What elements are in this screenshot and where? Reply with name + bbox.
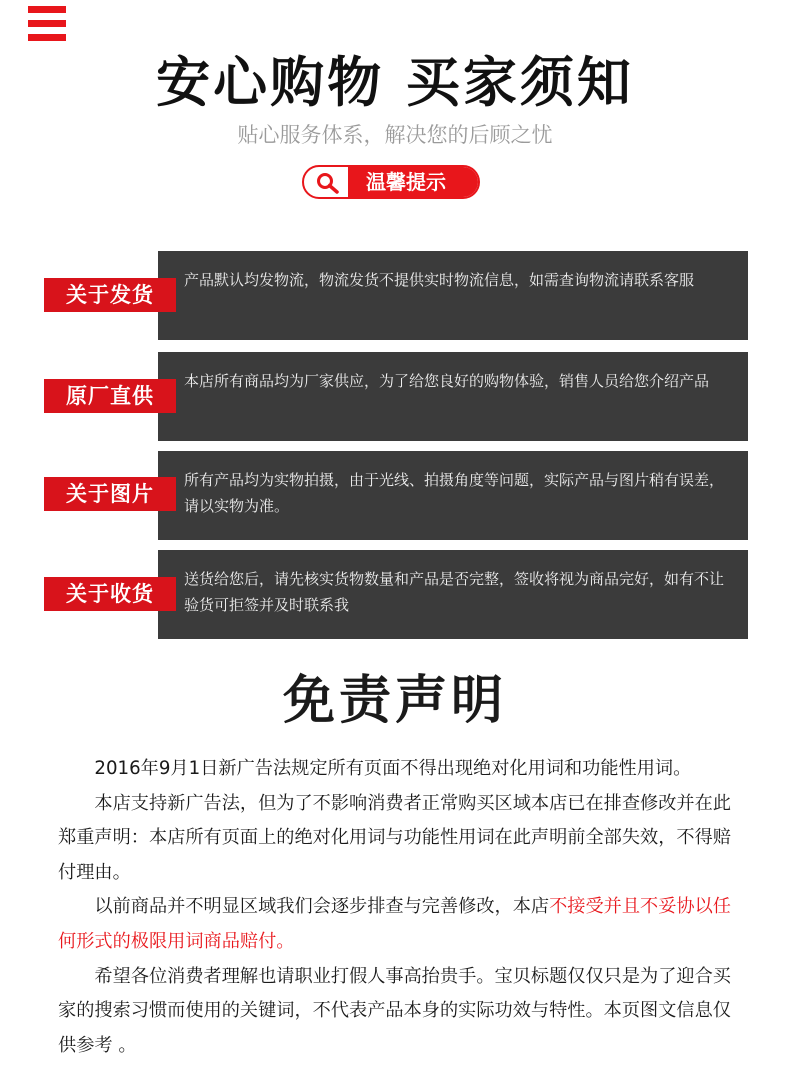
notice-card-supply bbox=[158, 352, 748, 441]
notice-tag-supply: 原厂直供 bbox=[44, 379, 176, 413]
disclaimer-text: 以前商品并不明显区域我们会逐步排查与完善修改，本店 bbox=[94, 896, 550, 918]
disclaimer-paragraph bbox=[58, 890, 748, 959]
notice-text: 所有产品均为实物拍摄，由于光线、拍摄角度等问题，实际产品与图片稍有误差，请以实物为准。 bbox=[184, 471, 725, 515]
menu-icon[interactable] bbox=[28, 6, 66, 42]
notice-card-receiving bbox=[158, 550, 748, 639]
notice-card-images bbox=[158, 451, 748, 540]
disclaimer-paragraph: 本店支持新广告法，但为了不影响消费者正常购买区域本店已在排查修改并在此郑重声明：本店所有页面上的绝对化用词与功能性用词在此声明前全部失效，不得赔付理由。 bbox=[58, 792, 731, 883]
disclaimer-paragraph: 2016年9月1日新广告法规定所有页面不得出现绝对化用词和功能性用词。 bbox=[94, 758, 692, 779]
notice-tag-receiving: 关于收货 bbox=[44, 577, 176, 611]
notice-card-shipping bbox=[158, 251, 748, 340]
page-title: 安心购物 买家须知 bbox=[156, 51, 634, 114]
page-subtitle: 贴心服务体系，解决您的后顾之忧 bbox=[237, 123, 553, 147]
notice-text: 产品默认均发物流，物流发货不提供实时物流信息，如需查询物流请联系客服 bbox=[184, 271, 695, 289]
search-icon bbox=[316, 172, 340, 194]
notice-text: 本店所有商品均为厂家供应，为了给您良好的购物体验，销售人员给您介绍产品 bbox=[184, 372, 710, 390]
notice-text: 送货给您后，请先核实货物数量和产品是否完整，签收将视为商品完好，如有不让验货可拒签并及时联系我 bbox=[184, 570, 725, 614]
disclaimer-body bbox=[58, 752, 748, 1063]
disclaimer-title: 免责声明 bbox=[282, 671, 507, 731]
disclaimer-highlight: 不接受并且不妥协以任何形式的极限用词商品赔付。 bbox=[58, 896, 731, 952]
disclaimer-paragraph: 希望各位消费者理解也请职业打假人事高抬贵手。宝贝标题仅仅只是为了迎合买家的搜索习惯而使用的关键词，不代表产品本身的实际功效与特性。本页图文信息仅供参考 。 bbox=[58, 965, 731, 1056]
notice-tag-shipping: 关于发货 bbox=[44, 278, 176, 312]
notice-tag-images: 关于图片 bbox=[44, 477, 176, 511]
tip-badge bbox=[302, 165, 480, 199]
tip-label: 温馨提示 bbox=[348, 167, 478, 197]
